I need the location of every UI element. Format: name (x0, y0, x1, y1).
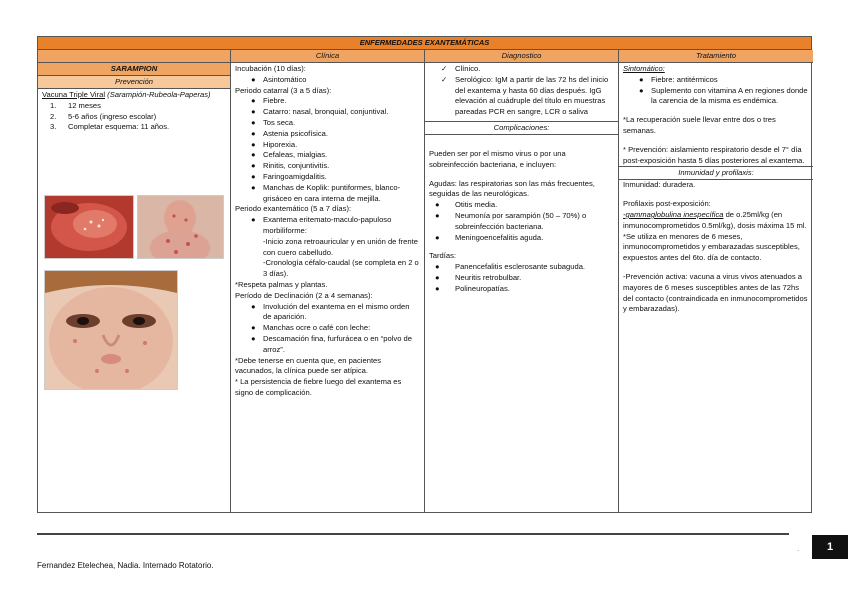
footer-dot: . (797, 544, 800, 553)
list-item: ● Hiporexia. (251, 139, 298, 149)
photo-conjunctivitis-child (44, 270, 178, 390)
list-item: ● Neuritis retrobulbar. (435, 272, 522, 282)
page-number: 1 (812, 535, 848, 559)
summary-table (37, 36, 812, 513)
list-item: ● Suplemento con vitamina A en regiones donde la carencia de la misma es endémica. (639, 85, 808, 106)
section-prevencion: Prevención (38, 76, 230, 89)
exantema-cronologia: -Cronología céfalo-caudal (se completa en 2 o 3 días). (263, 258, 419, 279)
exantema-inicio: -Inicio zona retroauricular y en unión de frente con cuero cabelludo. (263, 236, 418, 257)
column-prevencion (38, 50, 231, 512)
column-tratamiento (619, 50, 813, 512)
vaccine-label: Vacuna Triple Viral (42, 90, 106, 99)
vaccine-text (42, 90, 226, 101)
inmunidad-text: Inmunidad: duradera. (623, 180, 696, 190)
list-item: ● Manchas ocre o café con leche: (251, 323, 371, 333)
list-item: ● Fiebre. (251, 96, 287, 106)
header-tratamiento: Tratamiento (619, 50, 813, 63)
se-utiliza-note: *Se utiliza en menores de 6 meses, inmunocomprometidos y embarazadas susceptibles, expuestos antes del 6to. día de contacto. (623, 231, 800, 263)
schedule-item: 3. Completar esquema: 11 años. (50, 122, 170, 132)
list-item: ● Tos seca. (251, 117, 296, 127)
list-item: ● Manchas de Koplik: puntiformes, blanco-grisáceo en cara interna de mejilla. (251, 182, 401, 203)
list-item: ● Catarro: nasal, bronquial, conjuntival. (251, 107, 389, 117)
list-item: ● Neumonía por sarampión (50 – 70%) o sobreinfección bacteriana. (435, 210, 587, 231)
profilaxis-heading: Profilaxis post-exposición: (623, 199, 711, 209)
list-item: ● Asintomático (251, 74, 307, 84)
inmunidad-heading: Inmunidad y profilaxis: (619, 166, 813, 180)
prevencion-activa: -Prevención activa: vacuna a virus vivos atenuados a mayores de 6 meses susceptibles antes de las 72hs del contacto (contraindicada en inmunocomprometidos y embarazadas). (623, 271, 808, 314)
list-item: ✓ Clínico. (441, 64, 481, 73)
list-item: ● Meningoencefalitis aguda. (435, 232, 544, 242)
list-item: ● Involución del exantema en el mismo orden de aparición. (251, 301, 410, 322)
exantematico-heading: Periodo exantemático (5 a 7 días): (235, 204, 352, 214)
complicaciones-intro: Pueden ser por el mismo virus o por una sobreinfección bacteriana, e incluyen: (429, 148, 566, 169)
gammaglobulina-text: -gammaglobulina inespecífica de o.25ml/kg (en inmunocomprometidos 0.5ml/kg), dosis máxima 15 ml. (623, 209, 807, 230)
header-diagnostico: Diagnostico (425, 50, 618, 63)
photo-rash-child (137, 195, 224, 259)
disease-title: SARAMPION (38, 63, 230, 76)
schedule-item: 1. 12 meses (50, 100, 101, 110)
empty-column-header (38, 50, 230, 63)
note-vacunados: *Debe tenerse en cuenta que, en pacientes vacunados, la clínica puede ser atípica. (235, 355, 382, 376)
column-clinica (231, 50, 425, 512)
list-item: ● Otitis media. (435, 200, 498, 210)
list-item: ● Rinitis, conjuntivitis. (251, 161, 330, 171)
list-item: ● Descamación fina, furfurácea o en “polvo de arroz”. (251, 333, 413, 354)
list-item: ● Fiebre: antitérmicos (639, 74, 718, 84)
catarral-heading: Periodo catarral (3 a 5 días): (235, 85, 332, 95)
list-item: ● Astenia psicofísica. (251, 128, 328, 138)
table-title: ENFERMEDADES EXANTEMÁTICAS (38, 37, 811, 50)
column-diagnostico (425, 50, 619, 512)
complicaciones-heading: Complicaciones: (425, 122, 618, 135)
respeta-note: *Respeta palmas y plantas. (235, 279, 328, 289)
declinacion-heading: Período de Declinación (2 a 4 semanas): (235, 290, 373, 300)
header-clinica: Clínica (231, 50, 424, 63)
list-item: ● Exantema eritemato-maculo-papuloso morbiliforme: (251, 215, 392, 235)
agudas-text: Agudas: las respiratorias son las más frecuentes, seguidas de las neurológicas. (429, 178, 595, 199)
prevencion-note: * Prevención: aislamiento respiratorio desde el 7° día post-exposición hasta 5 días posteriores al exantema. (623, 144, 805, 165)
recuperacion-note: *La recuperación suele llevar entre dos o tres semanas. (623, 115, 776, 135)
note-fiebre: * La persistencia de fiebre luego del exantema es signo de complicación. (235, 377, 402, 397)
footer-author: Fernandez Etelechea, Nadia. Internado Rotatorio. (37, 561, 214, 570)
list-item: ✓ Serológico: IgM a partir de las 72 hs del inicio del exantema y hasta 60 días después. IgG elevación al cuádruple del título en muestras pareadas PCR en sangre, LCR o saliva (441, 74, 609, 117)
list-item: ● Faringoamigdalitis. (251, 171, 327, 181)
sintomatico-heading: Sintomático: (623, 64, 665, 73)
vaccine-note: (Sarampión-Rubeola-Paperas) (107, 90, 211, 99)
check-icon: ✓ (441, 64, 448, 73)
incubacion-heading: Incubación (10 días): (235, 64, 306, 73)
footer-divider (37, 533, 789, 535)
list-item: ● Cefaleas, mialgias. (251, 150, 328, 160)
list-item: ● Polineuropatías. (435, 283, 510, 293)
check-icon: ✓ (441, 74, 448, 84)
photo-koplik-spots (44, 195, 134, 259)
tardias-heading: Tardías: (429, 251, 457, 261)
schedule-item: 2. 5-6 años (ingreso escolar) (50, 111, 157, 121)
list-item: ● Panencefalitis esclerosante subaguda. (435, 262, 586, 272)
